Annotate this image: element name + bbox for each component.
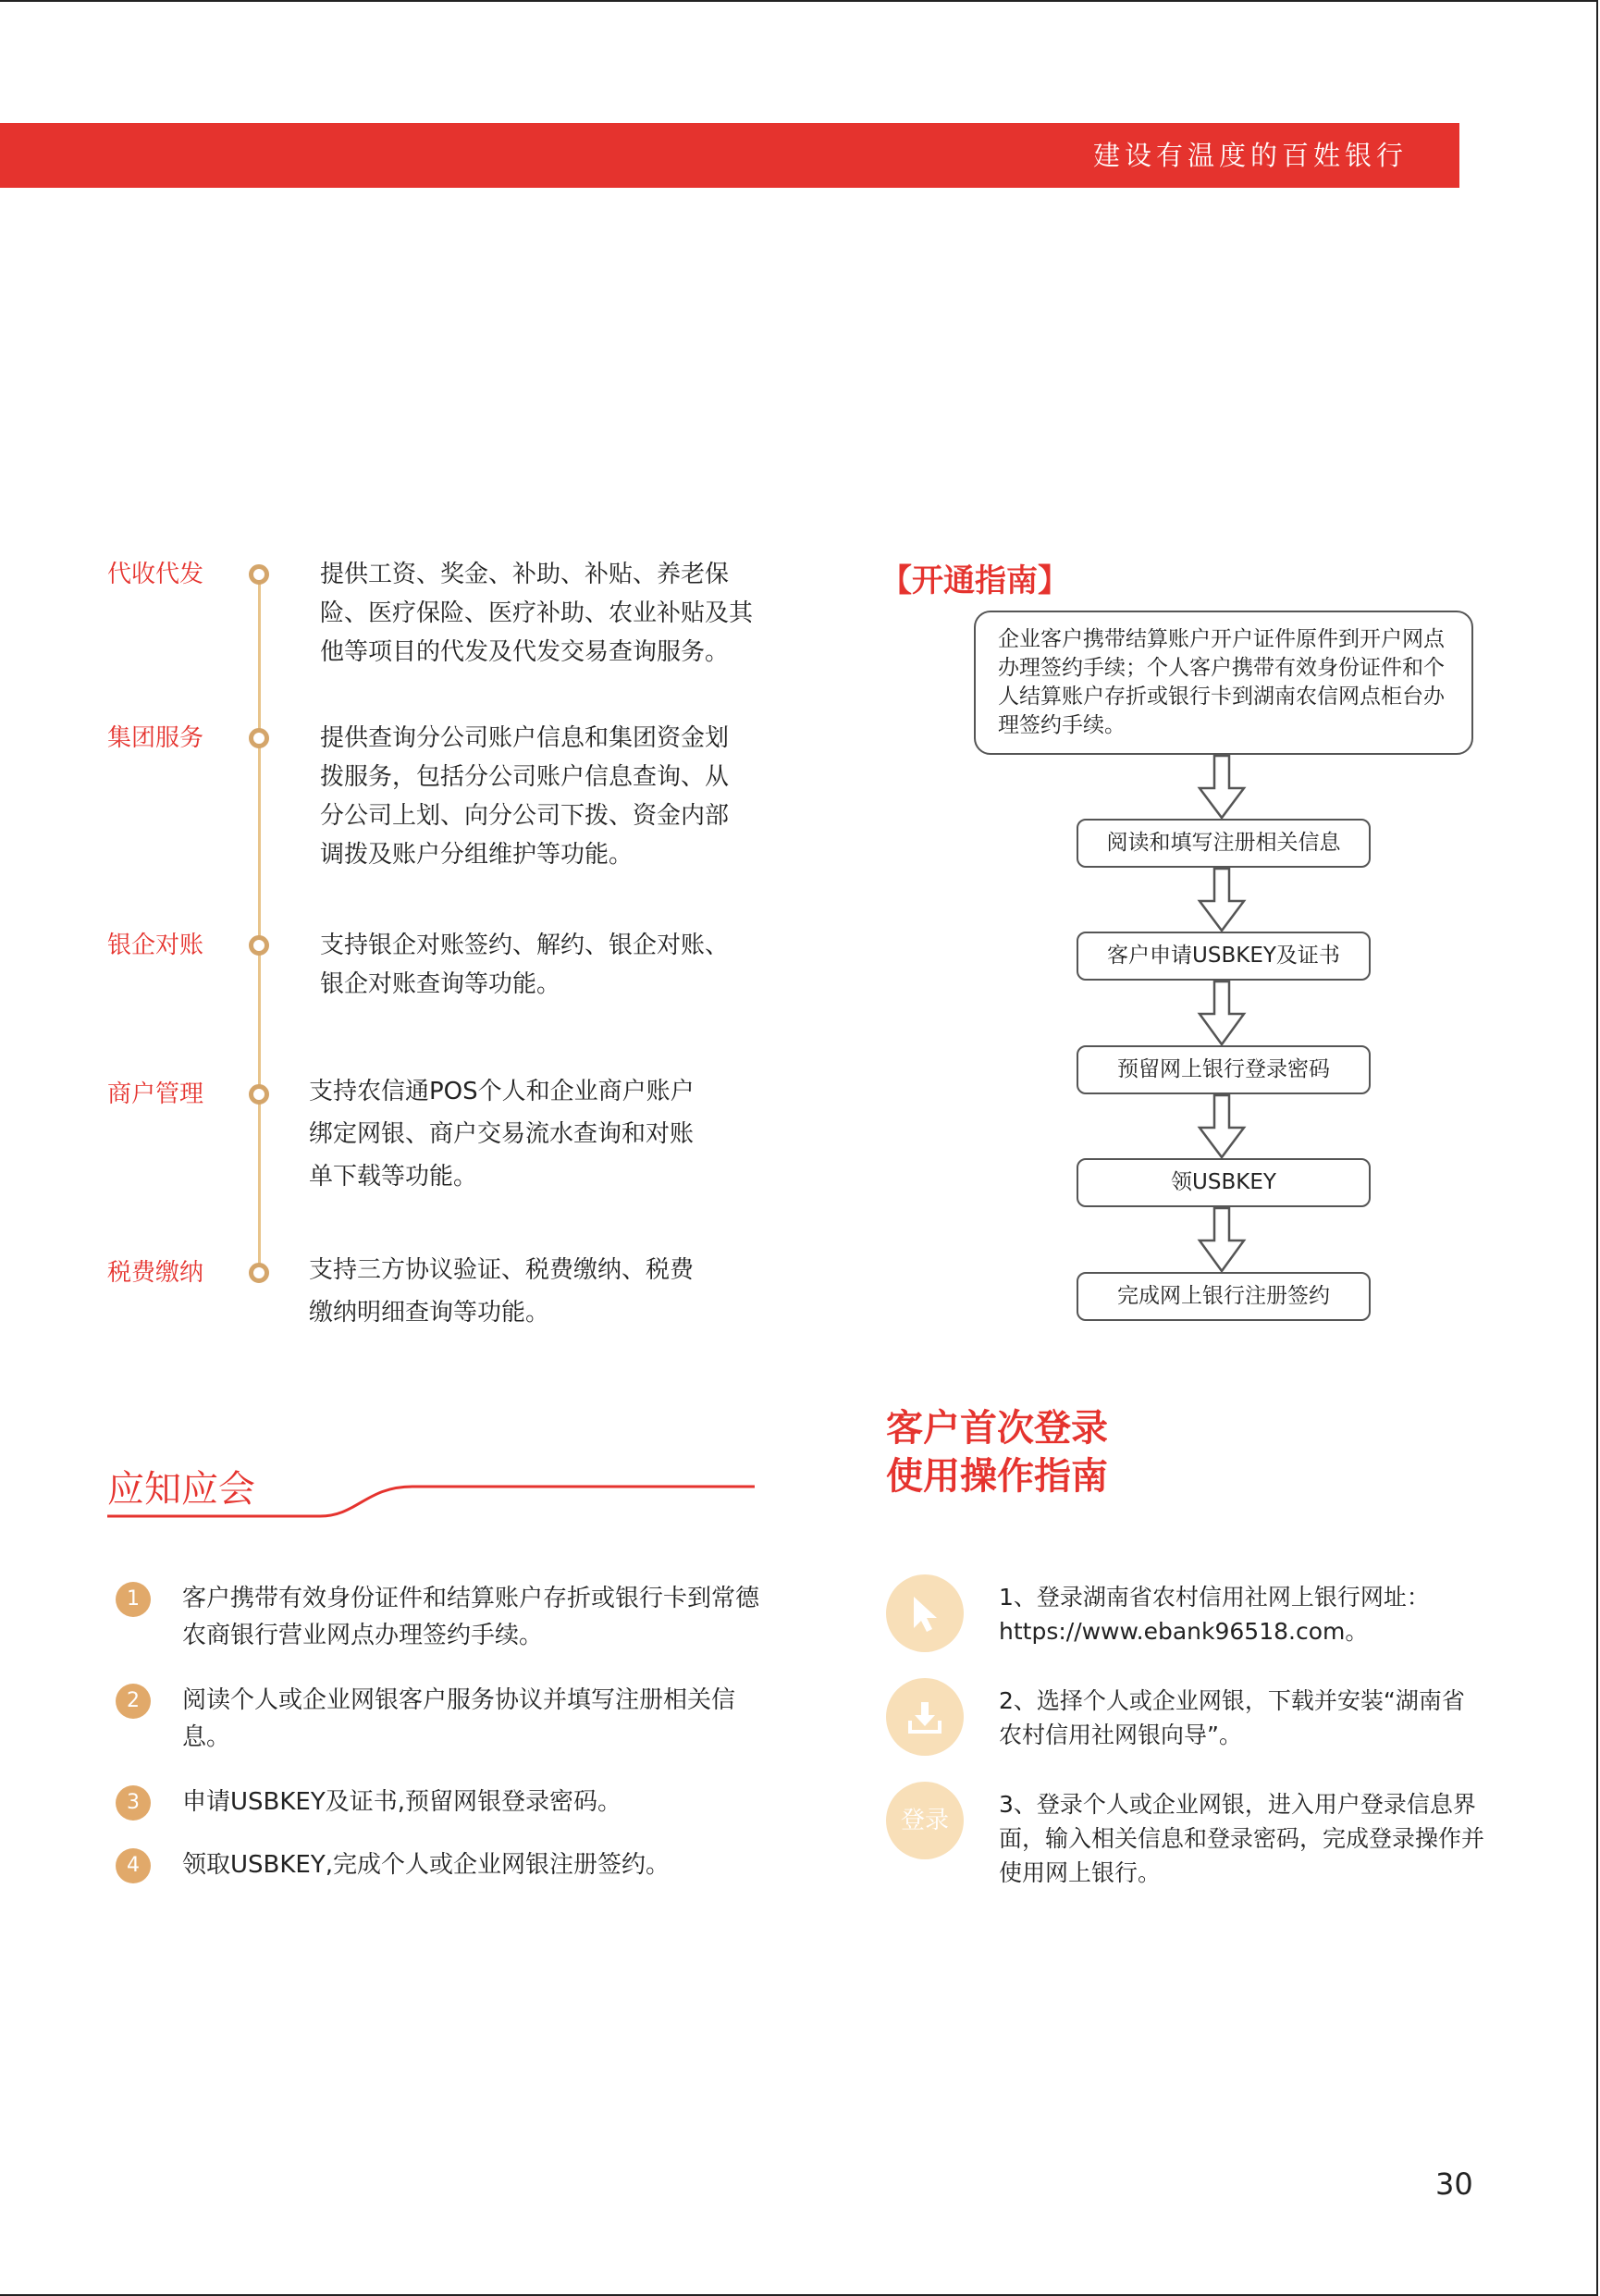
number-badge: 3 bbox=[116, 1785, 151, 1821]
service-desc: 支持三方协议验证、税费缴纳、税费 缴纳明细查询等功能。 bbox=[309, 1256, 695, 1327]
flow-step-box: 领USBKEY bbox=[1077, 1158, 1371, 1207]
service-desc: 支持农信通POS个人和企业商户账户 绑定网银、商户交易流水查询和对账 单下载等功能。 bbox=[309, 1078, 695, 1191]
service-desc: 支持银企对账签约、解约、银企对账、 银企对账查询等功能。 bbox=[320, 932, 730, 998]
flow-step-box: 完成网上银行注册签约 bbox=[1077, 1272, 1371, 1321]
guide-heading: 【开通指南】 bbox=[880, 562, 1069, 599]
know-text: 领取USBKEY,完成个人或企业网银注册签约。 bbox=[182, 1851, 670, 1879]
service-desc: 提供查询分公司账户信息和集团资金划 拨服务，包括分公司账户信息查询、从 分公司上划、向分公司下拨、资金内部 调拨及账户分组维护等功能。 bbox=[320, 724, 730, 869]
banner-slogan: 建设有温度的百姓银行 bbox=[1092, 140, 1408, 171]
download-icon bbox=[886, 1678, 964, 1756]
number-badge: 2 bbox=[116, 1684, 151, 1719]
login-step-text: 2、选择个人或企业网银，下载并安装“湖南省 农村信用社网银向导”。 bbox=[999, 1687, 1465, 1748]
cursor-icon bbox=[886, 1574, 964, 1652]
flow-step-box: 阅读和填写注册相关信息 bbox=[1077, 819, 1371, 868]
know-text: 客户携带有效身份证件和结算账户存折或银行卡到常德农商银行营业网点办理签约手续。 bbox=[182, 1585, 760, 1649]
know-text: 申请USBKEY及证书,预留网银登录密码。 bbox=[182, 1788, 622, 1816]
service-desc: 提供工资、奖金、补助、补贴、养老保 险、医疗保险、医疗补助、农业补贴及其 他等项目的代发及代发交易查询服务。 bbox=[320, 561, 754, 666]
flow-start-box: 企业客户携带结算账户开户证件原件到开户网点办理签约手续；个人客户携带有效身份证件和个人结算账户存折或银行卡到湖南农信网点柜台办理签约手续。 bbox=[974, 611, 1473, 755]
service-label: 集团服务 bbox=[107, 724, 204, 752]
know-text: 阅读个人或企业网银客户服务协议并填写注册相关信息。 bbox=[182, 1686, 736, 1751]
login-step-text: 1、登录湖南省农村信用社网上银行网址： https://www.ebank96518.com。 bbox=[999, 1584, 1430, 1645]
login-heading: 客户首次登录 使用操作指南 bbox=[886, 1407, 1108, 1498]
service-label: 代收代发 bbox=[107, 561, 204, 588]
flow-step-box: 客户申请USBKEY及证书 bbox=[1077, 932, 1371, 981]
number-badge: 1 bbox=[116, 1582, 151, 1617]
page-number: 30 bbox=[1435, 2166, 1473, 2202]
know-title: 应知应会 bbox=[107, 1468, 255, 1511]
login-step-text: 3、登录个人或企业网银，进入用户登录信息界 面，输入相关信息和登录密码，完成登录操作并 使用网上银行。 bbox=[999, 1791, 1485, 1886]
service-label: 税费缴纳 bbox=[107, 1259, 204, 1287]
flow-step-box: 预留网上银行登录密码 bbox=[1077, 1045, 1371, 1094]
number-badge: 4 bbox=[116, 1848, 151, 1883]
login-icon: 登录 bbox=[886, 1782, 964, 1859]
service-label: 商户管理 bbox=[107, 1080, 204, 1108]
service-label: 银企对账 bbox=[107, 932, 204, 959]
